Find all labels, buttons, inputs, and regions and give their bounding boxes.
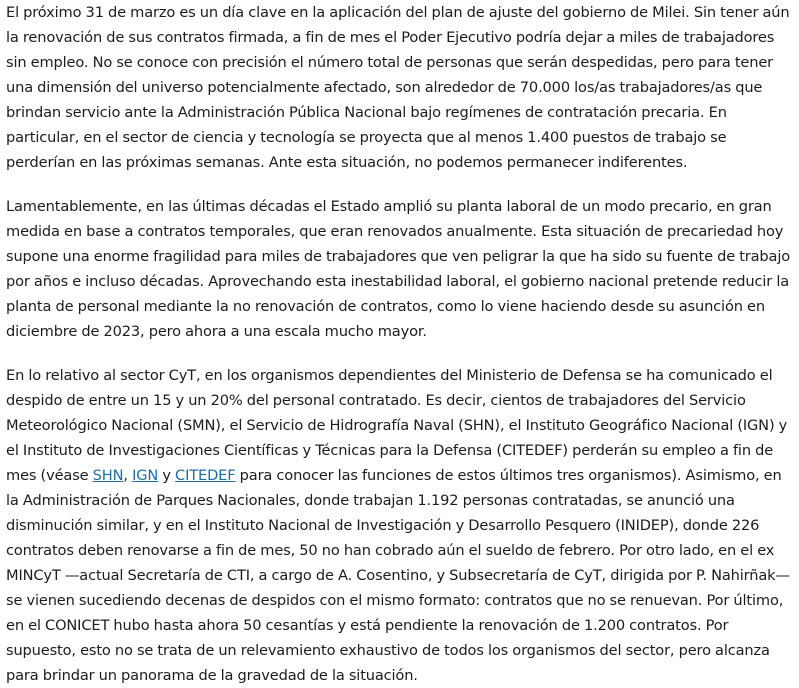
- link-shn[interactable]: SHN: [92, 467, 124, 484]
- paragraph-1: El próximo 31 de marzo es un día clave en la aplicación del plan de ajuste del gobierno de Milei. Sin tener aún la renovación de sus contratos firmada, a fin de mes el Poder Ejecutivo podría dejar a miles de trabajadores sin empleo. No se conoce con precisión el número total de personas que serán despedidas, pero para tener una dimensión del universo potencialmente afectado, son alrededor de 70.000 los/as trabajadores/as que brindan servicio ante la Administración Pública Nacional bajo regímenes de contratación precaria. En particular, en el sector de ciencia y tecnología se proyecta que al menos 1.400 puestos de trabajo se perderían en las próximas semanas. Ante esta situación, no podemos permanecer indiferentes.: [6, 4, 790, 171]
- link-separator: ,: [123, 467, 133, 484]
- paragraph-3: [6, 363, 797, 688]
- paragraph-3-text-before-links: En lo relativo al sector CyT, en los organismos dependientes del Ministerio de Defensa se ha comunicado el despido de entre un 15 y un 20% del personal contratado. Es decir, cientos de trabajadores del Servicio Meteorológico Nacional (SMN), el Servicio de Hidrografía Naval (SHN), el Instituto Geográfico Nacional (IGN) y el Instituto de Investigaciones Científicas y Técnicas para la Defensa (CITEDEF) perderán su empleo a fin de mes (véase: [6, 367, 788, 484]
- paragraph-2: Lamentablemente, en las últimas décadas el Estado amplió su planta laboral de un modo precario, en gran medida en base a contratos temporales, que eran renovados anualmente. Esta situación de precariedad hoy supone una enorme fragilidad para miles de trabajadores que ven peligrar la que ha sido su fuente de trabajo por años e incluso décadas. Aprovechando esta inestabilidad laboral, el gobierno nacional pretende reducir la planta de personal mediante la no renovación de contratos, como lo viene haciendo desde su asunción en diciembre de 2023, pero ahora a una escala mucho mayor.: [6, 198, 791, 340]
- paragraph-3-text-after-links: para conocer las funciones de estos últimos tres organismos). Asimismo, en la Administración de Parques Nacionales, donde trabajan 1.192 personas contratadas, se anunció una disminución similar, y en el Instituto Nacional de Investigación y Desarrollo Pesquero (INIDEP), donde 226 contratos deben renovarse a fin de mes, 50 no han cobrado aún el sueldo de febrero. Por otro lado, en el ex MINCyT —actual Secretaría de CTI, a cargo de A. Cosentino, y Subsecretaría de CyT, dirigida por P. Nahirñak— se vienen sucediendo decenas de despidos con el mismo formato: contratos que no se renuevan. Por último, en el CONICET hubo hasta ahora 50 cesantías y está pendiente la renovación de 1.200 contratos. Por supuesto, esto no se trata de un relevamiento exhaustivo de todos los organismos del sector, pero alcanza para brindar un panorama de la gravedad de la situación.: [6, 467, 790, 684]
- link-separator: y: [158, 467, 176, 484]
- link-ign[interactable]: IGN: [132, 467, 159, 484]
- link-citedef[interactable]: CITEDEF: [175, 467, 236, 484]
